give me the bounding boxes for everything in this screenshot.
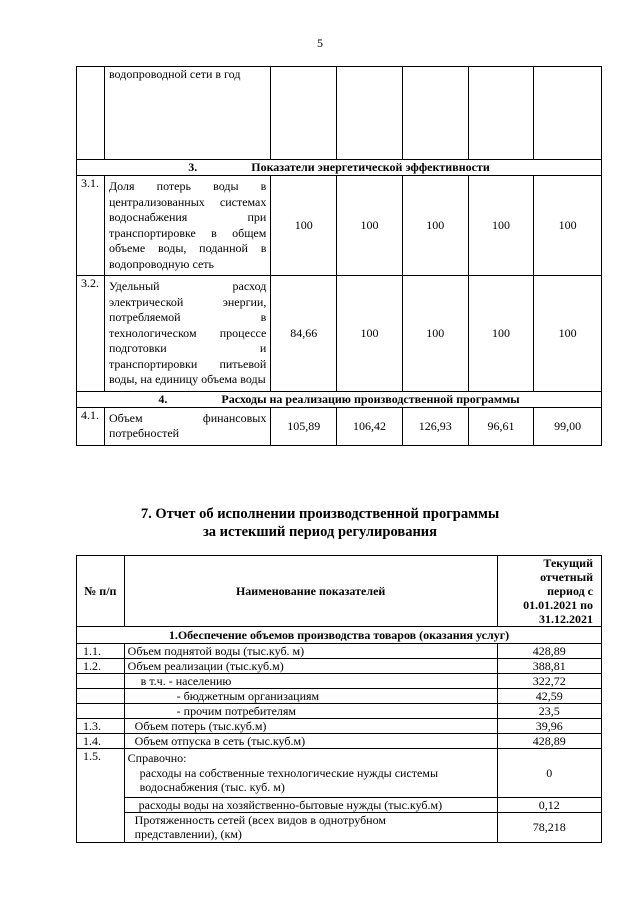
value-cell: 428,89 xyxy=(497,644,601,659)
table-header-row xyxy=(77,556,602,627)
value-cell: 0 xyxy=(497,749,601,798)
table-row xyxy=(77,812,602,842)
section-header-row xyxy=(77,627,602,644)
row-name: Удельный расход электрической энергии, потребляемой в технологическом процессе подготовки и транспортировки питьевой воды, на единицу объема воды xyxy=(104,276,270,392)
table-row xyxy=(77,797,602,812)
row-number: 1.5. xyxy=(77,749,125,843)
row-name: Доля потерь воды в централизованных системах водоснабжения при транспортировке в общем объеме воды, поданной в водопроводную сеть xyxy=(104,176,270,276)
value-cell: 388,81 xyxy=(497,659,601,674)
report-title: 7. Отчет об исполнении производственной программы xyxy=(140,506,500,522)
row-name: Протяженность сетей (всех видов в однотрубном представлении), (км) xyxy=(124,812,497,842)
row-name: Объем финансовых потребностей xyxy=(104,407,270,445)
value-cell: 100 xyxy=(337,176,403,276)
row-number: 1.4. xyxy=(77,734,125,749)
value-cell: 0,12 xyxy=(497,797,601,812)
row-name: - бюджетным организациям xyxy=(124,689,497,704)
section-number: 3. xyxy=(188,160,198,174)
value-cell: 100 xyxy=(337,276,403,392)
row-name: Объем реализации (тыс.куб.м) xyxy=(124,659,497,674)
table-row xyxy=(77,644,602,659)
section-title: Расходы на реализацию производственной программы xyxy=(221,391,520,406)
row-number: 1.1. xyxy=(77,644,125,659)
section-title: 1.Обеспечение объемов производства товаров (оказания услуг) xyxy=(77,627,602,644)
row-name xyxy=(124,749,497,798)
section-number: 4. xyxy=(158,391,168,406)
table-row xyxy=(77,749,602,798)
section-header-row xyxy=(77,160,602,176)
value-cell: 428,89 xyxy=(497,734,601,749)
table-row xyxy=(77,276,602,392)
section-title: Показатели энергетической эффективности xyxy=(251,160,490,174)
row-name: водопроводной сети в год xyxy=(104,67,270,160)
row-name: Объем поднятой воды (тыс.куб. м) xyxy=(124,644,497,659)
value-cell: 105,89 xyxy=(271,407,337,445)
row-name: Объем потерь (тыс.куб.м) xyxy=(124,719,497,734)
column-header-number: № п/п xyxy=(77,556,125,627)
indicators-table-continued xyxy=(76,66,602,446)
value-cell: 100 xyxy=(402,276,468,392)
row-number: 3.2. xyxy=(77,276,105,392)
table-row xyxy=(77,176,602,276)
value-cell: 100 xyxy=(468,176,534,276)
value-cell: 126,93 xyxy=(402,407,468,445)
row-name: расходы воды на хозяйственно-бытовые нужды (тыс.куб.м) xyxy=(124,797,497,812)
table-row xyxy=(77,674,602,689)
row-number: 1.2. xyxy=(77,659,125,674)
value-cell: 42,59 xyxy=(497,689,601,704)
row-number: 4.1. xyxy=(77,407,105,445)
tech-needs-label: расходы на собственные технологические нужды системы водоснабжения (тыс. куб. м) xyxy=(139,765,439,794)
value-cell: 84,66 xyxy=(271,276,337,392)
value-cell: 100 xyxy=(534,276,602,392)
value-cell: 100 xyxy=(468,276,534,392)
report-subtitle: за истекший период регулирования xyxy=(202,524,438,540)
column-header-name: Наименование показателей xyxy=(124,556,497,627)
table-row xyxy=(77,67,602,160)
section-header-row xyxy=(77,391,602,407)
value-cell: 100 xyxy=(402,176,468,276)
table-row xyxy=(77,719,602,734)
value-cell: 78,218 xyxy=(497,812,601,842)
row-number: 1.3. xyxy=(77,719,125,734)
table-row xyxy=(77,734,602,749)
row-name: Объем отпуска в сеть (тыс.куб.м) xyxy=(124,734,497,749)
value-cell: 39,96 xyxy=(497,719,601,734)
row-number: 3.1. xyxy=(77,176,105,276)
table-row xyxy=(77,689,602,704)
report-table xyxy=(76,555,602,843)
value-cell: 106,42 xyxy=(337,407,403,445)
table-row xyxy=(77,659,602,674)
value-cell: 96,61 xyxy=(468,407,534,445)
row-name: в т.ч. - населению xyxy=(124,674,497,689)
value-cell: 23,5 xyxy=(497,704,601,719)
reference-label: Справочно: xyxy=(127,751,187,765)
row-name: - прочим потребителям xyxy=(124,704,497,719)
table-row xyxy=(77,704,602,719)
value-cell: 100 xyxy=(534,176,602,276)
value-cell: 99,00 xyxy=(534,407,602,445)
page-number: 5 xyxy=(317,36,323,50)
table-row xyxy=(77,407,602,445)
value-cell: 100 xyxy=(271,176,337,276)
column-header-period: Текущий отчетный период с 01.01.2021 по 31.12.2021 xyxy=(497,556,601,627)
value-cell: 322,72 xyxy=(497,674,601,689)
